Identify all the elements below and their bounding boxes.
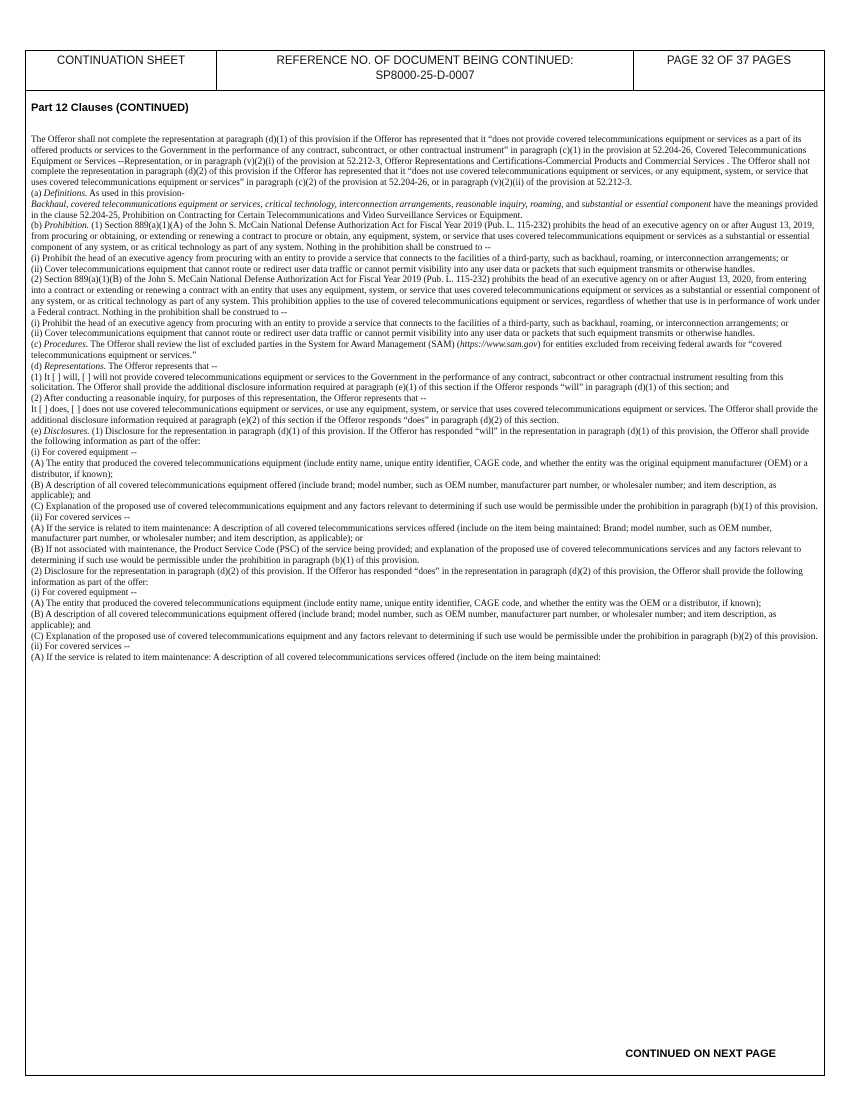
paragraph-b1-i: (i) Prohibit the head of an executive agency from procuring with an entity to provide a service that connects to the facilities of a third-party, such as backhaul, roaming, or interconnection arrangements; or [31, 253, 789, 264]
continuation-sheet [25, 50, 825, 1076]
label: (d) [31, 361, 45, 372]
paragraph-d1: (1) It [ ] will, [ ] will not provide covered telecommunications equipment or services to the Government in the performance of any contract, subcontract or other contractual instrument resulting from this solicitation. The Offeror shall provide the additional disclosure information required at paragraph (e)(1) of this section if the Offeror responds “will” in paragraph (d)(1) of this section; and [31, 372, 784, 394]
paragraph-d2: (2) After conducting a reasonable inquiry, for purposes of this representation, the Offeror represents that -- [31, 394, 427, 405]
text: The Offeror represents that -- [106, 361, 218, 372]
sheet-header [26, 51, 824, 91]
paragraph-e2-ii-a: (A) If the service is related to item maintenance: A description of all covered telecommunications services offered (include on the item being maintained: [31, 653, 601, 664]
text-2: ) for entities excluded from receiving federal awards for “covered telecommunications equipment or services.” [31, 340, 782, 361]
paragraph-e1-i-b: (B) A description of all covered telecommunications equipment offered (include brand; model number, such as OEM number, manufacturer part number, or wholesaler number; and item description, as applicable); and [31, 480, 777, 502]
header-title: CONTINUATION SHEET [26, 51, 217, 90]
term: Definitions. [43, 188, 88, 199]
paragraph-d [31, 362, 821, 373]
and: and [563, 199, 582, 210]
terms-italic-2: substantial or essential component [581, 199, 712, 210]
label: (c) [31, 340, 44, 351]
reference-label: REFERENCE NO. OF DOCUMENT BEING CONTINUED: [276, 55, 574, 67]
label: (b) [31, 221, 45, 232]
sam-link[interactable]: https://www.sam.gov [460, 340, 538, 351]
paragraph-e2-i: (i) For covered equipment -- [31, 588, 137, 599]
text: (1) Section 889(a)(1)(A) of the John S. McCain National Defense Authorization Act for Fiscal Year 2019 (Pub. L. 115-232) prohibits the head of an executive agency on or after August 13, 2019, from procuring or obtaining, or extending or renewing a contract to procure or obtain, any equipment, system, or service that uses covered telecommunications equipment or services as a substantial or essential component of any system, or as critical technology as part of any system. Nothing in the prohibition shall be construed to -- [31, 221, 815, 253]
paragraph-c [31, 340, 821, 362]
paragraph-e1-i: (i) For covered equipment -- [31, 448, 137, 459]
paragraph-e2-ii: (ii) For covered services -- [31, 642, 131, 653]
label: (a) [31, 188, 44, 199]
intro-paragraph: The Offeror shall not complete the representation at paragraph (d)(1) of this provision if the Offeror has represented that it “does not provide covered telecommunications equipment or services as a part of its offered products or services to the Government in the performance of any contract, subcontract, or other contractual instrument” in paragraph (c)(1) in the provision at 52.204-26, Covered Telecommunications Equipment or Services --Representation, or in paragraph (v)(2)(i) of the provision at 52.212-3, Offeror Representations and Certifications-Commercial Products and Commercial Services . The Offeror shall not complete the representation in paragraph (d)(2) of this provision if the Offeror has represented that it “does not use covered telecommunications equipment or services, or any equipment, system, or service that uses covered telecommunications equipment or services” in paragraph (c)(2) of the provision at 52.204-26, or in paragraph (v)(2)(ii) of the provision at 52.212-3. [31, 135, 810, 189]
header-reference [217, 51, 634, 90]
paragraph-b1-ii: (ii) Cover telecommunications equipment that cannot route or redirect user data traffic or cannot permit visibility into any user data or packets that such equipment transmits or otherwise handles. [31, 264, 755, 275]
text: As used in this provision- [87, 188, 185, 199]
paragraph-e1-ii-b: (B) If not associated with maintenance, the Product Service Code (PSC) of the service being provided; and explanation of the proposed use of covered telecommunications services and any factors relevant to determining if such use would be permissible under the prohibition in paragraph (b)(1) of this provision. [31, 545, 802, 567]
paragraph-e1-i-c: (C) Explanation of the proposed use of covered telecommunications equipment and any factors relevant to determining if such use would be permissible under the prohibition in paragraph (b)(1) of this provision. [31, 502, 818, 513]
continued-footer: CONTINUED ON NEXT PAGE [625, 1048, 776, 1060]
paragraph-e1-ii-a: (A) If the service is related to item maintenance: A description of all covered telecommunications services offered (include on the item being maintained: Brand; model number, such as OEM number, manufacturer part number, or wholesaler number; and item description, as applicable); or [31, 523, 772, 545]
part-title: Part 12 Clauses (CONTINUED) [31, 102, 189, 114]
terms-italic: Backhaul, covered telecommunications equipment or services, critical technology, interconnection arrangements, reasonable inquiry, roaming, [31, 199, 564, 210]
text: The Offeror shall review the list of excluded parties in the System for Award Management (SAM) ( [88, 340, 461, 351]
paragraph-a [31, 189, 821, 200]
paragraph-d2-text: It [ ] does, [ ] does not use covered telecommunications equipment or services, or use any equipment, system, or service that uses covered telecommunications equipment or services. The Offeror shall provide the additional disclosure information required at paragraph (e)(2) of this section if the Offeror responds “does” in paragraph (d)(2) of this section. [31, 404, 818, 426]
definitions-terms [31, 200, 821, 222]
term: Prohibition. [44, 221, 90, 232]
term: Disclosures. [43, 426, 90, 437]
paragraph-b2-ii: (ii) Cover telecommunications equipment that cannot route or redirect user data traffic or cannot permit visibility into any user data or packets that such equipment transmits or otherwise handles. [31, 329, 755, 340]
paragraph-e2: (2) Disclosure for the representation in paragraph (d)(2) of this provision. If the Offeror has responded “does” in the representation in paragraph (d)(2) of this provision, the Offeror shall provide the following information as part of the offer: [31, 566, 803, 588]
reference-number: SP8000-25-D-0007 [375, 70, 475, 82]
paragraph-e1 [31, 427, 821, 449]
paragraph-e1-ii: (ii) For covered services -- [31, 512, 131, 523]
paragraph-b2: (2) Section 889(a)(1)(B) of the John S. McCain National Defense Authorization Act for Fiscal Year 2019 (Pub. L. 115-232) prohibits the head of an executive agency on or after August 13, 2020, from entering into a contract or extending or renewing a contract with an entity that uses any equipment, system, or service that uses covered telecommunications equipment or services as a substantial or essential component of any system, or as critical technology as part of any system. This prohibition applies to the use of covered telecommunications equipment or services, regardless of whether that use is in performance of work under a Federal contract. Nothing in the prohibition shall be construed to -- [31, 275, 820, 318]
paragraph-b1 [31, 221, 821, 253]
clause-body [31, 129, 821, 664]
paragraph-b2-i: (i) Prohibit the head of an executive agency from procuring with an entity to provide a service that connects to the facilities of a third-party, such as backhaul, roaming, or interconnection arrangements; or [31, 318, 789, 329]
label: (e) [31, 426, 44, 437]
terms-rest: have the meanings provided in the clause 52.204-25, Prohibition on Contracting for Certain Telecommunications and Video Surveillance Services or Equipment. [31, 199, 818, 221]
paragraph-e2-i-c: (C) Explanation of the proposed use of covered telecommunications equipment and any factors relevant to determining if such use would be permissible under the prohibition in paragraph (b)(2) of this provision. [31, 631, 818, 642]
term: Representations. [44, 361, 107, 372]
term: Procedures. [43, 340, 89, 351]
paragraph-e2-i-b: (B) A description of all covered telecommunications equipment offered (include brand; model number, such as OEM number, manufacturer part number, or wholesaler number; and item description, as applicable); and [31, 610, 777, 631]
paragraph-e2-i-a: (A) The entity that produced the covered telecommunications equipment (include entity name, unique entity identifier, CAGE code, and whether the entity was the OEM or a distributor, if known); [31, 599, 762, 610]
text: (1) Disclosure for the representation in paragraph (d)(1) of this provision. If the Offeror has responded “will” in the representation in paragraph (d)(1) of this provision, the Offeror shall provide the following information as part of the offer: [31, 426, 809, 448]
paragraph-e1-i-a: (A) The entity that produced the covered telecommunications equipment (include entity name, unique entity identifier, CAGE code, and whether the entity was the original equipment manufacturer (OEM) or a distributor, if known); [31, 458, 808, 480]
header-page-count: PAGE 32 OF 37 PAGES [666, 55, 792, 67]
